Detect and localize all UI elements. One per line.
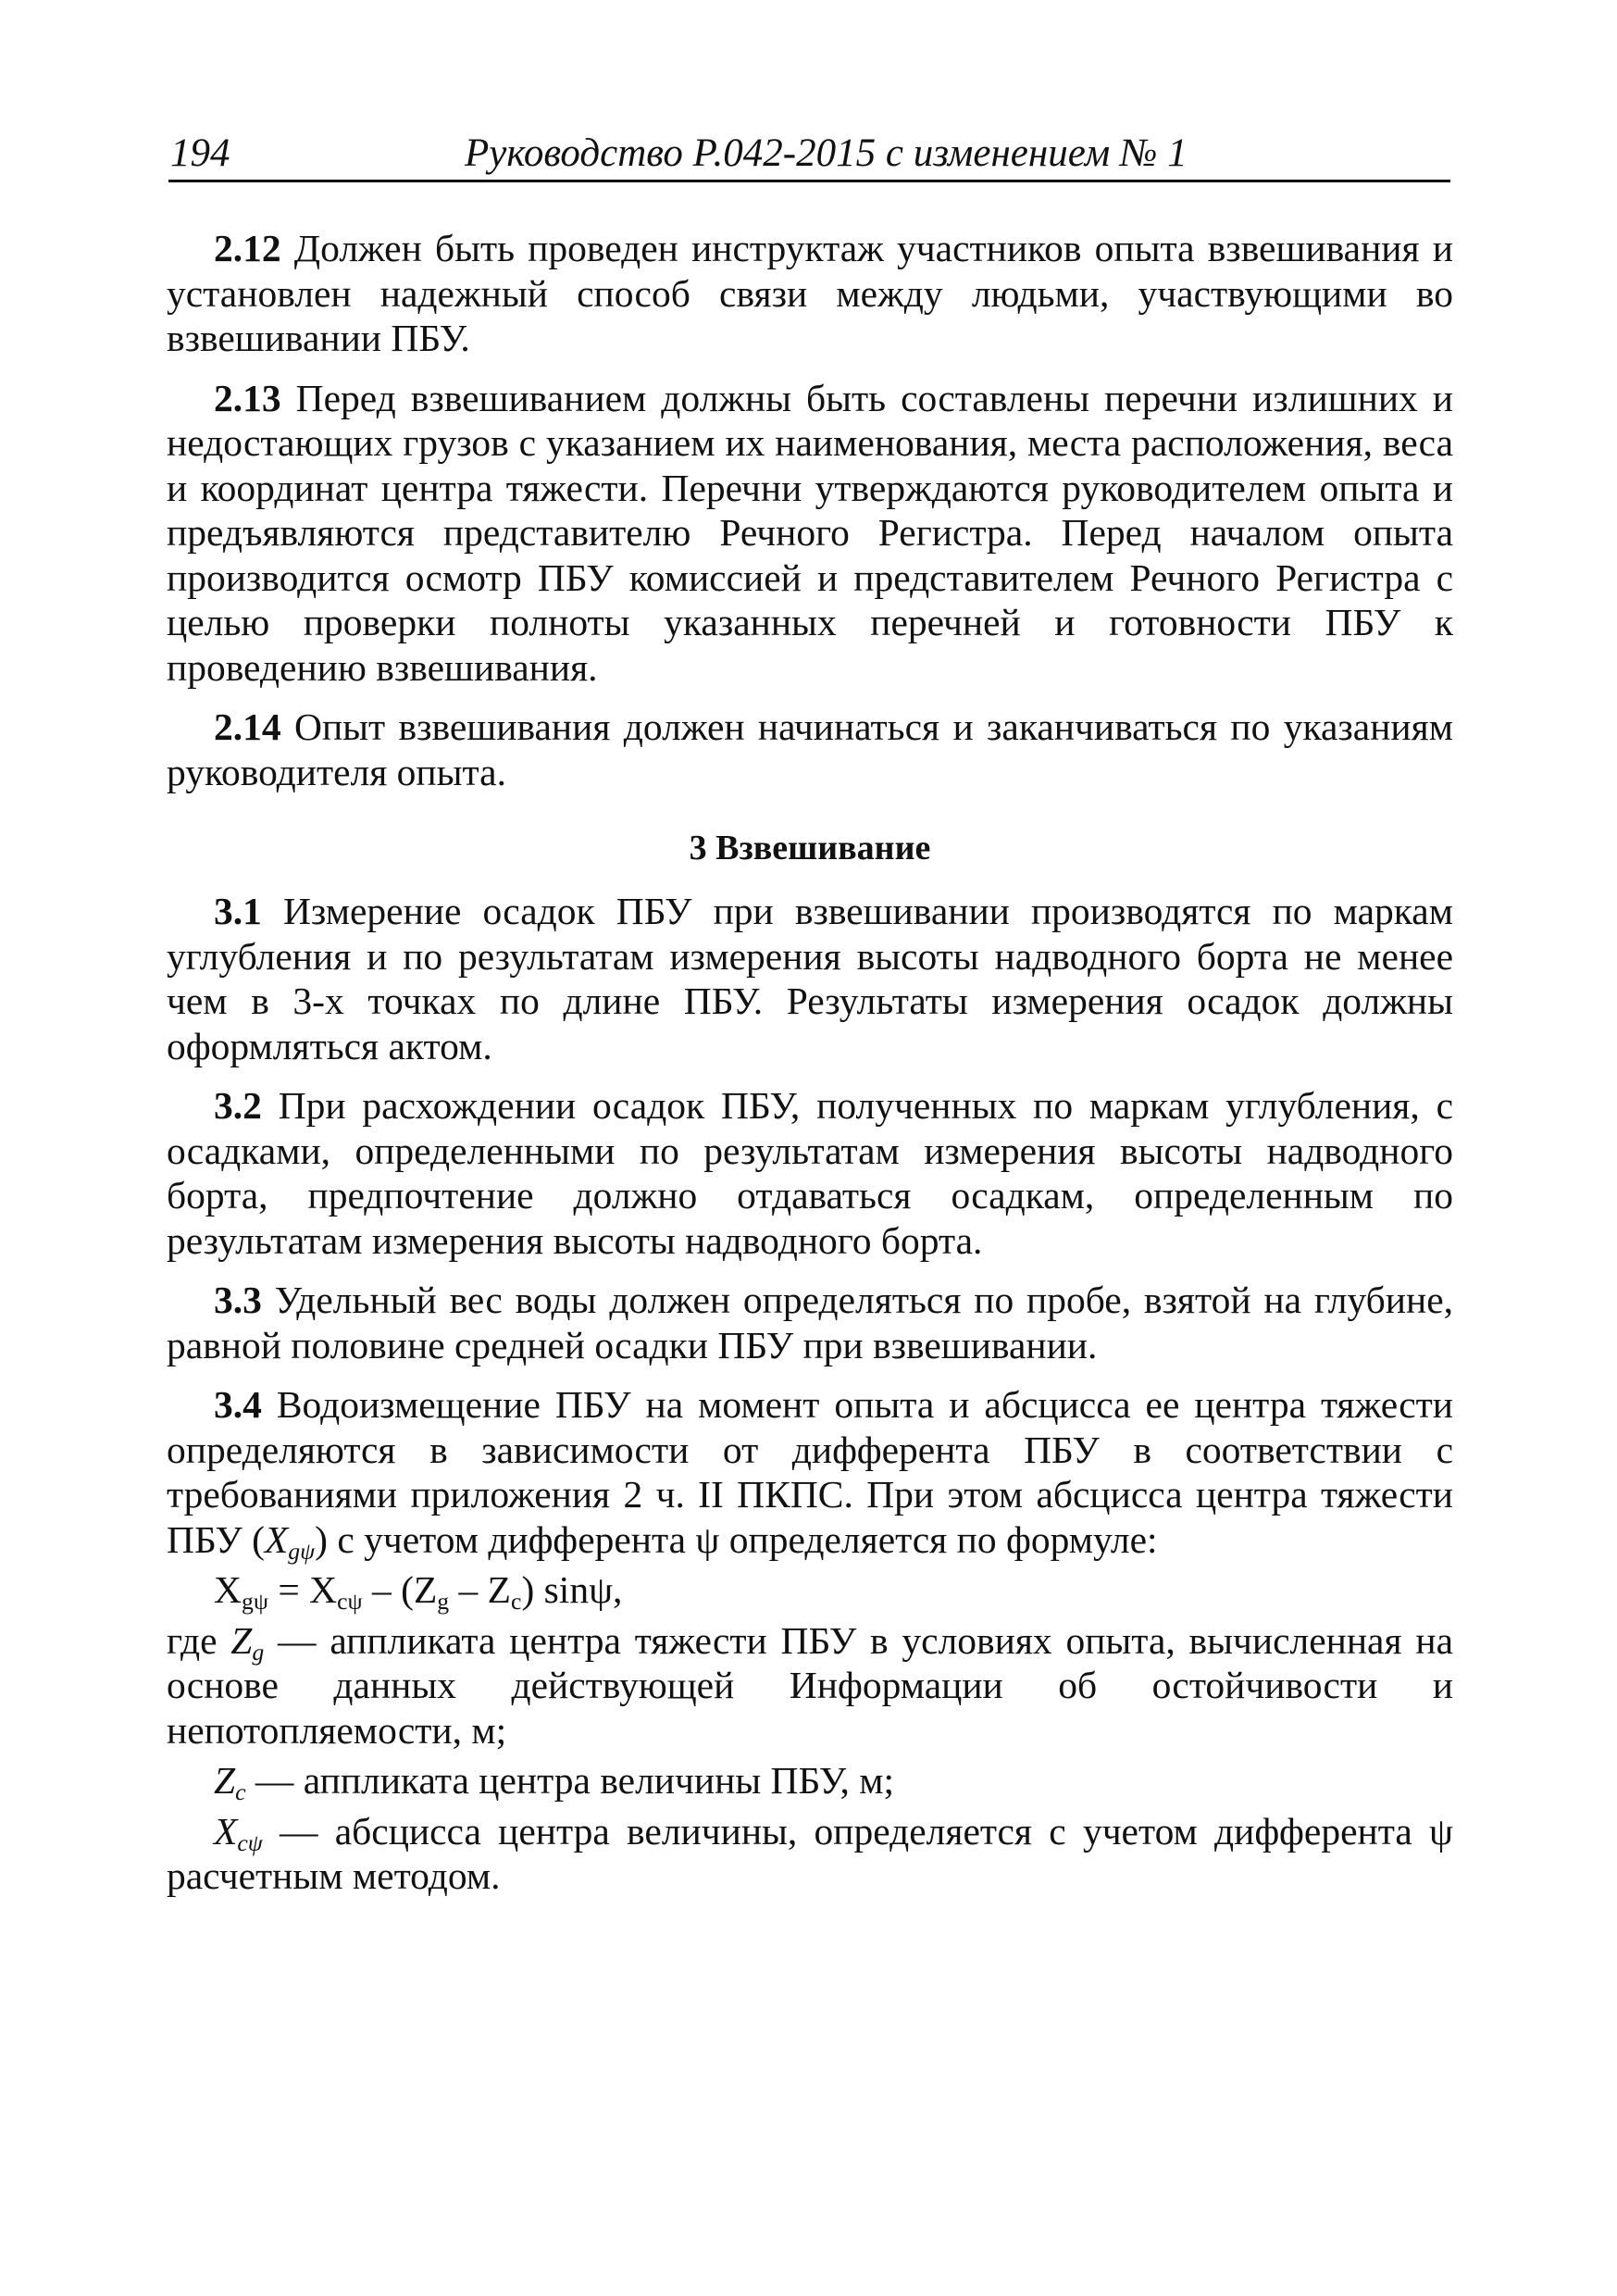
clause-number: 3.4 — [214, 1383, 262, 1426]
formula-operator: ) sinψ, — [521, 1568, 623, 1611]
clause-number: 2.14 — [214, 705, 281, 748]
paragraph-3-2 — [167, 1083, 1453, 1263]
clause-text: Удельный вес воды должен определяться по пробе, взятой на глубине, равной половине средней осадки ПБУ при взвешивании. — [167, 1279, 1453, 1366]
definition-zc — [167, 1758, 1453, 1806]
formula-term: Z — [487, 1568, 512, 1611]
paragraph-3-3 — [167, 1278, 1453, 1367]
formula-subscript: cψ — [337, 1588, 363, 1616]
definition-text: — аппликата центра величины ПБУ, м; — [245, 1759, 895, 1802]
symbol-letter: X — [264, 1517, 289, 1561]
page-number: 194 — [170, 131, 230, 175]
clause-text: При расхождении осадок ПБУ, полученных по маркам углубления, с осадками, определенными по результатам измерения высоты надводного борта, предпочтение должно отдаваться осадкам, определенным по результатам измерения высоты надводного борта. — [167, 1084, 1453, 1262]
clause-number: 2.12 — [214, 227, 281, 269]
formula-subscript: g — [437, 1588, 450, 1616]
definition-subscript: cψ — [237, 1828, 263, 1856]
definition-symbol: X — [214, 1809, 238, 1853]
formula-operator: – — [449, 1568, 488, 1611]
clause-text-continued: ) с учетом дифферента ψ определяется по формуле: — [315, 1517, 1158, 1561]
clause-number: 3.3 — [214, 1279, 262, 1321]
section-heading: 3 Взвешивание — [689, 829, 931, 867]
definition-subscript: g — [252, 1638, 265, 1666]
clause-text: Измерение осадок ПБУ при взвешивании производятся по маркам углубления и по результатам измерения высоты надводного борта не менее чем в 3-х точках по длине ПБУ. Результаты измерения осадок должны оформляться актом. — [167, 890, 1453, 1067]
formula — [167, 1567, 1453, 1616]
definition-lead: где — [167, 1618, 231, 1662]
formula-term: X — [214, 1568, 242, 1611]
formula-operator: – ( — [362, 1568, 414, 1611]
clause-text: Перед взвешиванием должны быть составлены перечни излишних и недостающих грузов с указанием их наименования, места расположения, веса и координат центра тяжести. Перечни утверждаются руководителем опыта и предъявляются представителю Речного Регистра. Перед началом опыта производится осмотр ПБУ комиссией и представителем Речного Регистра с целью проверки полноты указанных перечней и готовности ПБУ к проведению взвешивания. — [167, 376, 1453, 689]
paragraph-3-4 — [167, 1382, 1453, 1565]
clause-number: 2.13 — [214, 376, 281, 419]
clause-text: Опыт взвешивания должен начинаться и заканчиваться по указаниям руководителя опыта. — [167, 705, 1453, 793]
definition-subscript: c — [235, 1778, 246, 1806]
definition-symbol: Z — [214, 1759, 236, 1802]
definition-symbol: Z — [230, 1618, 253, 1662]
formula-operator: = — [267, 1568, 310, 1611]
page-body — [167, 226, 1453, 1904]
definition-zg — [167, 1618, 1453, 1753]
symbol-x-g-psi — [264, 1517, 316, 1565]
formula-term: X — [309, 1568, 338, 1611]
clause-text: Водоизмещение ПБУ на момент опыта и абсцисса ее центра тяжести определяются в зависимости от дифферента ПБУ в соответствии с требованиями приложения 2 ч. II ПКПС. При этом абсцисса центра тяжести ПБУ ( — [167, 1383, 1453, 1561]
paragraph-2-12 — [167, 226, 1453, 361]
paragraph-2-13 — [167, 376, 1453, 691]
running-title: Руководство Р.042-2015 с изменением № 1 — [465, 131, 1188, 175]
clause-number: 3.1 — [214, 890, 262, 932]
paragraph-3-1 — [167, 889, 1453, 1068]
page-header — [168, 128, 1450, 182]
formula-term: Z — [413, 1568, 438, 1611]
definition-text: — аппликата центра тяжести ПБУ в условиях опыта, вычисленная на основе данных действующей Информации об остойчивости и непотопляемости, м; — [167, 1618, 1453, 1752]
clause-text: Должен быть проведен инструктаж участников опыта взвешивания и установлен надежный способ связи между людьми, участвующими во взвешивании ПБУ. — [167, 227, 1453, 359]
formula-subscript: gψ — [241, 1588, 268, 1616]
symbol-subscript: gψ — [288, 1537, 316, 1565]
formula-subscript: c — [511, 1588, 522, 1616]
paragraph-2-14 — [167, 705, 1453, 794]
clause-number: 3.2 — [214, 1084, 262, 1127]
definition-xc — [167, 1809, 1453, 1899]
definition-text: — абсцисса центра величины, определяется с учетом дифферента ψ расчетным методом. — [167, 1809, 1453, 1897]
